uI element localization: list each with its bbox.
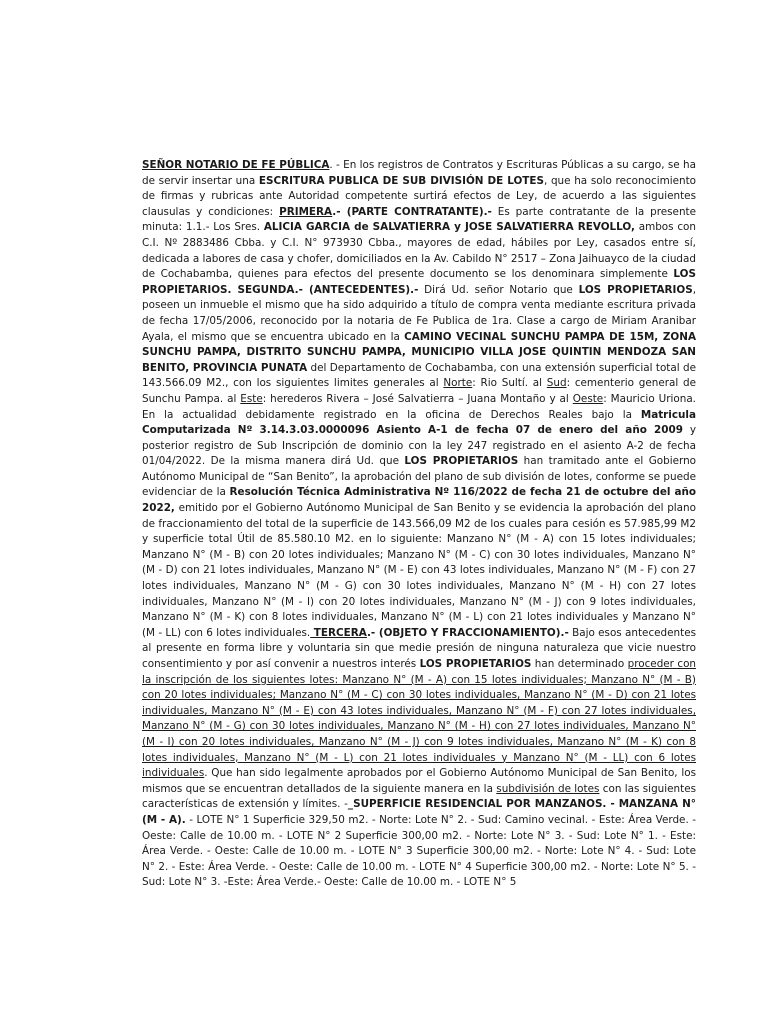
subdivision-term: subdivisión de lotes bbox=[496, 782, 600, 795]
clause-primera: PRIMERA bbox=[279, 205, 333, 218]
limit-norte: Norte bbox=[443, 377, 473, 390]
property-location: CAMINO VECINAL SUNCHU PAMPA DE 15M, ZONA SUNCHU PAMPA, DISTRITO SUNCHU PAMPA, MUNICIPIO VILLA JOSE QUINTIN MENDOZA SAN BENITO, PROVINCIA PUNATA bbox=[142, 330, 696, 374]
text-run: y posterior registro de Sub Inscripción de dominio con la ley 247 registrado en el asiento A-2 de fecha 01/04/2022. De la misma manera dirá Ud. que bbox=[142, 424, 696, 468]
owners-label-segunda: LOS PROPIETARIOS. SEGUNDA bbox=[142, 268, 696, 296]
escritura-title: ESCRITURA PUBLICA DE SUB DIVISIÓN DE LOTES bbox=[258, 174, 544, 187]
text-run: Dirá Ud. señor Notario que bbox=[418, 283, 579, 296]
limit-este: Este bbox=[240, 392, 263, 405]
clause-tercera: TERCERA bbox=[310, 626, 367, 639]
lots-inscription-list: proceder con la inscripción de los siguientes lotes: Manzano N° (M - A) con 15 lotes individuales; Manzano N° (M - B) con 20 lotes individuales; Manzano N° (M - C) con 30 lotes individuales, Manzano N° (M - D) con 21 lotes individuales, Manzano N° (M - E) con 43 lotes individuales, Manzano N° (M - F) con 27 lotes individuales, Manzano N° (M - G) con 30 lotes individuales, Manzano N° (M - H) con 27 lotes individuales, Manzano N° (M - I) con 20 lotes individuales, Manzano N° (M - J) con 9 lotes individuales, Manzano N° (M - K) con 8 lotes individuales, Manzano N° (M - L) con 21 lotes individuales y Manzano N° (M - LL) con 6 lotes individuales bbox=[142, 658, 697, 780]
residential-surface-heading: _SUPERFICIE RESIDENCIAL POR MANZANOS. - MANZANA N° (M - A). bbox=[142, 798, 696, 826]
matricula-registration: Matricula Computarizada Nº 3.14.3.03.0000096 Asiento A-1 de fecha 07 de enero del año 2009 bbox=[142, 408, 696, 437]
text-run: : Rio Sultí. al bbox=[472, 377, 547, 390]
document-body bbox=[142, 158, 696, 891]
text-run: . Que han sido legalmente aprobados por el Gobierno Autónomo Municipal de San Benito, los mismos que se encuentran detallados de la siguiente manera en la bbox=[142, 767, 696, 795]
text-run: : cementerio general de Sunchu Pampa. al bbox=[142, 377, 696, 405]
clause-segunda-title: .- (ANTECEDENTES).- bbox=[294, 283, 419, 296]
clause-primera-title: .- (PARTE CONTRATANTE).- bbox=[332, 205, 492, 218]
resolution-reference: Resolución Técnica Administrativa Nº 116/2022 de fecha 21 de octubre del año 2022, bbox=[142, 486, 696, 515]
limit-sud: Sud bbox=[546, 377, 567, 390]
owners-label: LOS PROPIETARIOS bbox=[419, 658, 532, 670]
owners-names: ALICIA GARCIA de SALVATIERRA y JOSE SALVATIERRA REVOLLO, bbox=[263, 221, 635, 234]
text-run: han tramitado ante el Gobierno Autónomo Municipal de “San Benito”, la aprobación del plano de sub división de lotes, conforme se puede evidenciar de la bbox=[142, 455, 697, 499]
limit-oeste: Oeste bbox=[572, 392, 604, 405]
heading-notario: SEÑOR NOTARIO DE FE PÚBLICA bbox=[142, 159, 330, 171]
text-run: emitido por el Gobierno Autónomo Municipal de San Benito y se evidencia la aprobación del plano de fraccionamiento del total de la superficie de 143.566,09 M2 de los cuales para cesión es 57.985,99 M2 y superficie total Útil de 85.580.10 M2. en lo siguiente: Manzano N° (M - A) con 15 lotes individuales; Manzano N° (M - B) con 20 lotes individuales; Manzano N° (M - C) con 30 lotes individuales, Manzano N° (M - D) con 21 lotes individuales, Manzano N° (M - E) con 43 lotes individuales, Manzano N° (M - F) con 27 lotes individuales, Manzano N° (M - G) con 30 lotes individuales, Manzano N° (M - H) con 27 lotes individuales, Manzano N° (M - I) con 20 lotes individuales, Manzano N° (M - J) con 9 lotes individuales, Manzano N° (M - K) con 8 lotes individuales, Manzano N° (M - L) con 21 lotes individuales y Manzano N° (M - LL) con 6 lotes individuales. bbox=[142, 502, 696, 639]
text-run: Bajo esos antecedentes al presente en forma libre y voluntaria sin que medie presión de ninguna naturaleza que vicie nuestro consentimiento y por así convenir a nuestros interés bbox=[142, 626, 697, 670]
contract-paragraph bbox=[142, 158, 696, 891]
text-run: , poseen un inmueble el mismo que ha sido adquirido a título de compra venta mediante escritura privada de fecha 17/05/2006, reconocido por la notaria de Fe Publica de 1ra. Clase a cargo de Miriam Aranibar Ayala, el mismo que se encuentra ubicado en la bbox=[142, 283, 697, 343]
text-run: han determinado bbox=[531, 658, 628, 670]
lot-details: - LOTE N° 1 Superficie 329,50 m2. - Norte: Lote N° 2. - Sud: Camino vecinal. - Este: Área Verde. - Oeste: Calle de 10.00 m. - LOTE N° 2 Superficie 300,00 m2. - Norte: Lote N° 3. - Sud: Lote N° 1. - Este: Área Verde. - Oeste: Calle de 10.00 m. - LOTE N° 3 Superficie 300,00 m2. - Norte: Lote N° 4. - Sud: Lote N° 2. - Este: Área Verde. - Oeste: Calle de 10.00 m. - LOTE N° 4 Superficie 300,00 m2. - Norte: Lote N° 5. - Sud: Lote N° 3. -Este: Área Verde.- Oeste: Calle de 10.00 m. - LOTE N° 5 bbox=[142, 813, 696, 889]
owners-label: LOS PROPIETARIOS bbox=[404, 455, 519, 468]
text-run: ambos con C.I. Nº 2883486 Cbba. y C.I. N° 973930 Cbba., mayores de edad, hábiles por Ley, casados entre sí, dedicada a labores de casa y chofer, domiciliados en la Av. Cabildo N° 2517 – Zona Jaihuayco de la ciudad de Cochabamba, quienes para efectos del presente documento se los denominara simplemente bbox=[142, 221, 696, 281]
text-run: Es parte contratante de la presente minuta: 1.1.- Los Sres. bbox=[142, 205, 697, 234]
text-run: del Departamento de Cochabamba, con una extensión superficial total de 143.566.09 M2., con los siguientes limites generales al bbox=[142, 361, 696, 390]
text-run: : Mauricio Uriona. En la actualidad debidamente registrado en la oficina de Derechos Reales bajo la bbox=[142, 392, 696, 421]
text-run: : herederos Rivera – José Salvatierra – Juana Montaño y al bbox=[262, 392, 573, 405]
text-run: con las siguientes características de extensión y límites. - bbox=[142, 782, 696, 811]
text-run: . - En los registros de Contratos y Escrituras Públicas a su cargo, se ha de servir insertar una bbox=[142, 159, 696, 187]
owners-label: LOS PROPIETARIOS bbox=[578, 283, 693, 296]
text-run: , que ha solo reconocimiento de firmas y rubricas ante Autoridad competente surtirá efectos de Ley, de acuerdo a las siguientes clausulas y condiciones: bbox=[142, 174, 696, 218]
clause-tercera-title: .- (OBJETO Y FRACCIONAMIENTO).- bbox=[366, 626, 569, 639]
